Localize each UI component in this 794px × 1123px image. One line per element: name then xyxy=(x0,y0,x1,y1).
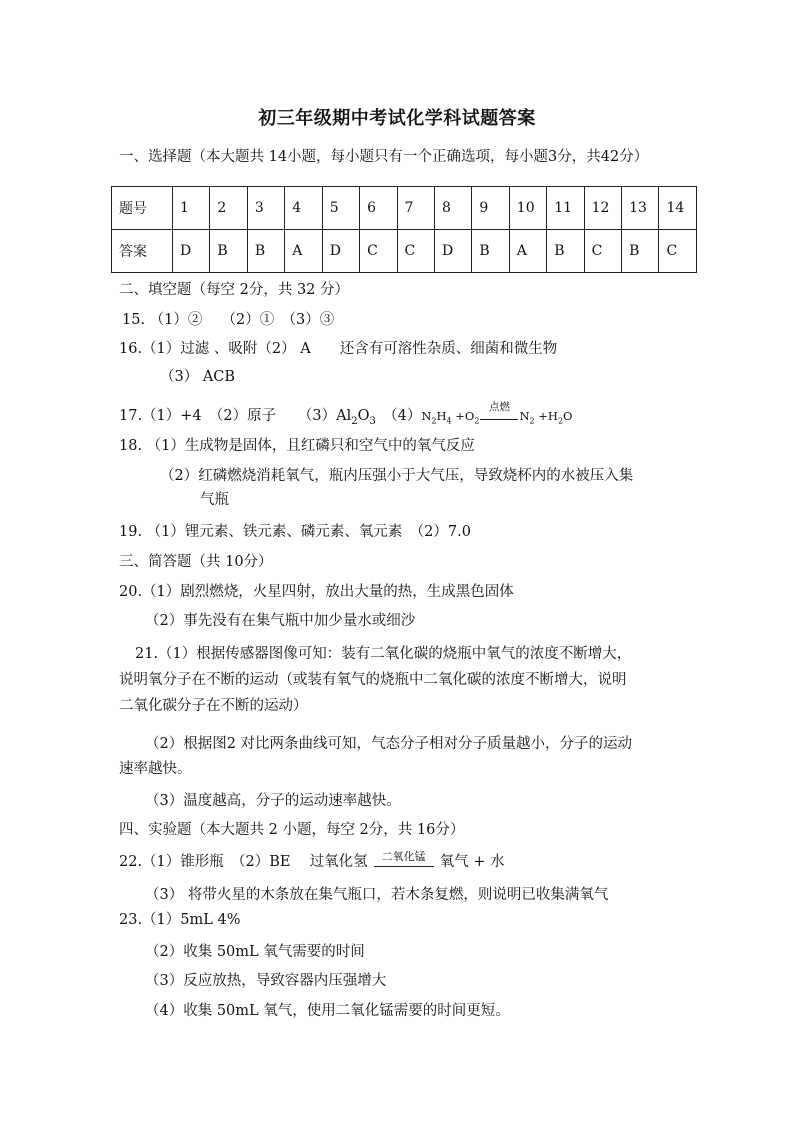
q22-condition: 二氧化锰 xyxy=(381,850,426,863)
q17-reaction-arrow xyxy=(480,401,518,420)
table-cell: 7 xyxy=(397,187,434,230)
table-cell: C xyxy=(584,230,621,273)
q17-lead: 17.（1）+4 （2）原子 （3）Al xyxy=(119,408,352,424)
q17-n: N xyxy=(421,409,432,423)
answer-q21-line2: 说明氧分子在不断的运动（或装有氧气的烧瓶中二氧化碳的浓度不断增大，说明 xyxy=(119,672,627,688)
answer-q22-line2: （3） 将带火星的木条放在集气瓶口，若木条复燃，则说明已收集满氧气 xyxy=(145,887,609,903)
section-short-heading: 三、简答题（共 10分） xyxy=(119,554,273,570)
answer-q21-line6: （3）温度越高，分子的运动速率越快。 xyxy=(145,793,401,809)
answer-q19: 19. （1）锂元素、铁元素、磷元素、氧元素 （2）7.0 xyxy=(119,524,471,540)
q17-condition: 点燃 xyxy=(488,401,510,413)
table-cell: 10 xyxy=(509,187,546,230)
q17-h-sub: 4 xyxy=(446,416,452,426)
table-cell: 9 xyxy=(472,187,509,230)
q17-prod-plus-h: +H xyxy=(534,409,558,423)
table-cell: D xyxy=(173,230,210,273)
table-cell: A xyxy=(285,230,322,273)
table-cell: 3 xyxy=(247,187,284,230)
table-cell: C xyxy=(659,230,697,273)
answer-q20-line2: （2）事先没有在集气瓶中加少量水或细沙 xyxy=(145,613,416,629)
table-cell: B xyxy=(247,230,284,273)
table-cell: B xyxy=(210,230,247,273)
table-cell: 12 xyxy=(584,187,621,230)
answer-q21-line1: 21.（1）根据传感器图像可知：装有二氧化碳的烧瓶中氧气的浓度不断增大， xyxy=(135,646,632,662)
table-cell: 8 xyxy=(434,187,471,230)
table-cell: 4 xyxy=(285,187,322,230)
answer-q18-line3: 气瓶 xyxy=(200,492,229,508)
q17-al-sub1: 2 xyxy=(351,415,358,427)
answer-q23-line4: （4）收集 50mL 氧气，使用二氧化锰需要的时间更短。 xyxy=(145,1003,510,1019)
table-cell: 6 xyxy=(360,187,397,230)
table-header-answer: 答案 xyxy=(112,230,173,273)
answer-q22-line1 xyxy=(119,852,504,872)
q17-prod-n-sub: 2 xyxy=(529,416,535,426)
q17-arrow-bar xyxy=(480,419,518,420)
answer-q15: 15. （1）② （2）① （3）③ xyxy=(122,312,335,328)
q17-prod-o: O xyxy=(563,409,573,423)
table-cell: D xyxy=(322,230,359,273)
table-cell: 1 xyxy=(173,187,210,230)
answer-q21-line5: 速率越快。 xyxy=(119,761,192,777)
answer-q23-line3: （3）反应放热，导致容器内压强增大 xyxy=(145,973,387,989)
table-cell: 5 xyxy=(322,187,359,230)
table-cell: B xyxy=(472,230,509,273)
answer-q16-line2: （3） ACB xyxy=(160,369,236,385)
page-title: 初三年级期中考试化学科试题答案 xyxy=(258,108,536,129)
answer-q21-line3: 二氧化碳分子在不断的运动） xyxy=(119,698,308,714)
answer-q21-line4: （2）根据图2 对比两条曲线可知，气态分子相对分子质量越小，分子的运动 xyxy=(145,736,633,752)
table-cell: C xyxy=(360,230,397,273)
table-cell: D xyxy=(434,230,471,273)
section-fill-heading: 二、填空题（每空 2分，共 32 分） xyxy=(119,282,350,298)
table-row-answers xyxy=(112,230,697,273)
q17-prod-n: N xyxy=(519,409,530,423)
q17-n-sub: 2 xyxy=(431,416,437,426)
q22-lead: 22.（1）锥形瓶 （2）BE 过氧化氢 xyxy=(119,854,368,870)
answer-q23-line2: （2）收集 50mL 氧气需要的时间 xyxy=(145,944,365,960)
q17-part4: （4） xyxy=(375,408,422,424)
table-cell: 13 xyxy=(622,187,659,230)
table-cell: 14 xyxy=(659,187,697,230)
answer-q18-line1: 18. （1）生成物是固体，且红磷只和空气中的氧气反应 xyxy=(119,438,475,454)
q17-al-sub2: 3 xyxy=(369,415,376,427)
table-cell: B xyxy=(547,230,584,273)
table-header-number: 题号 xyxy=(112,187,173,230)
table-cell: C xyxy=(397,230,434,273)
q17-equation xyxy=(421,401,573,426)
answer-q23-line1: 23.（1）5mL 4% xyxy=(119,912,241,928)
answer-q18-line2: （2）红磷燃烧消耗氧气，瓶内压强小于大气压，导致烧杯内的水被压入集 xyxy=(160,468,634,484)
table-cell: 2 xyxy=(210,187,247,230)
q22-reaction-arrow xyxy=(374,852,434,867)
q22-products: 氧气 + 水 xyxy=(439,854,505,870)
q17-al-mid: O xyxy=(357,408,370,424)
table-row-numbers xyxy=(112,187,697,230)
section-choice-heading: 一、选择题（本大题共 14小题，每小题只有一个正确选项，每小题3分，共42分） xyxy=(119,149,649,165)
table-cell: B xyxy=(622,230,659,273)
table-cell: A xyxy=(509,230,546,273)
q17-h: H xyxy=(436,409,447,423)
q17-o-sub: 2 xyxy=(474,416,480,426)
section-experiment-heading: 四、实验题（本大题共 2 小题，每空 2分，共 16分） xyxy=(119,822,465,838)
answer-q17 xyxy=(119,401,573,432)
q17-prod-h-sub: 2 xyxy=(557,416,564,426)
answer-table xyxy=(111,186,697,273)
answer-q20-line1: 20.（1）剧烈燃烧，火星四射，放出大量的热，生成黑色固体 xyxy=(119,584,514,600)
q17-plus-o: +O xyxy=(451,409,475,423)
table-cell: 11 xyxy=(547,187,584,230)
answer-q16-line1: 16.（1）过滤 、吸附（2） A 还含有可溶性杂质、细菌和微生物 xyxy=(119,341,558,357)
